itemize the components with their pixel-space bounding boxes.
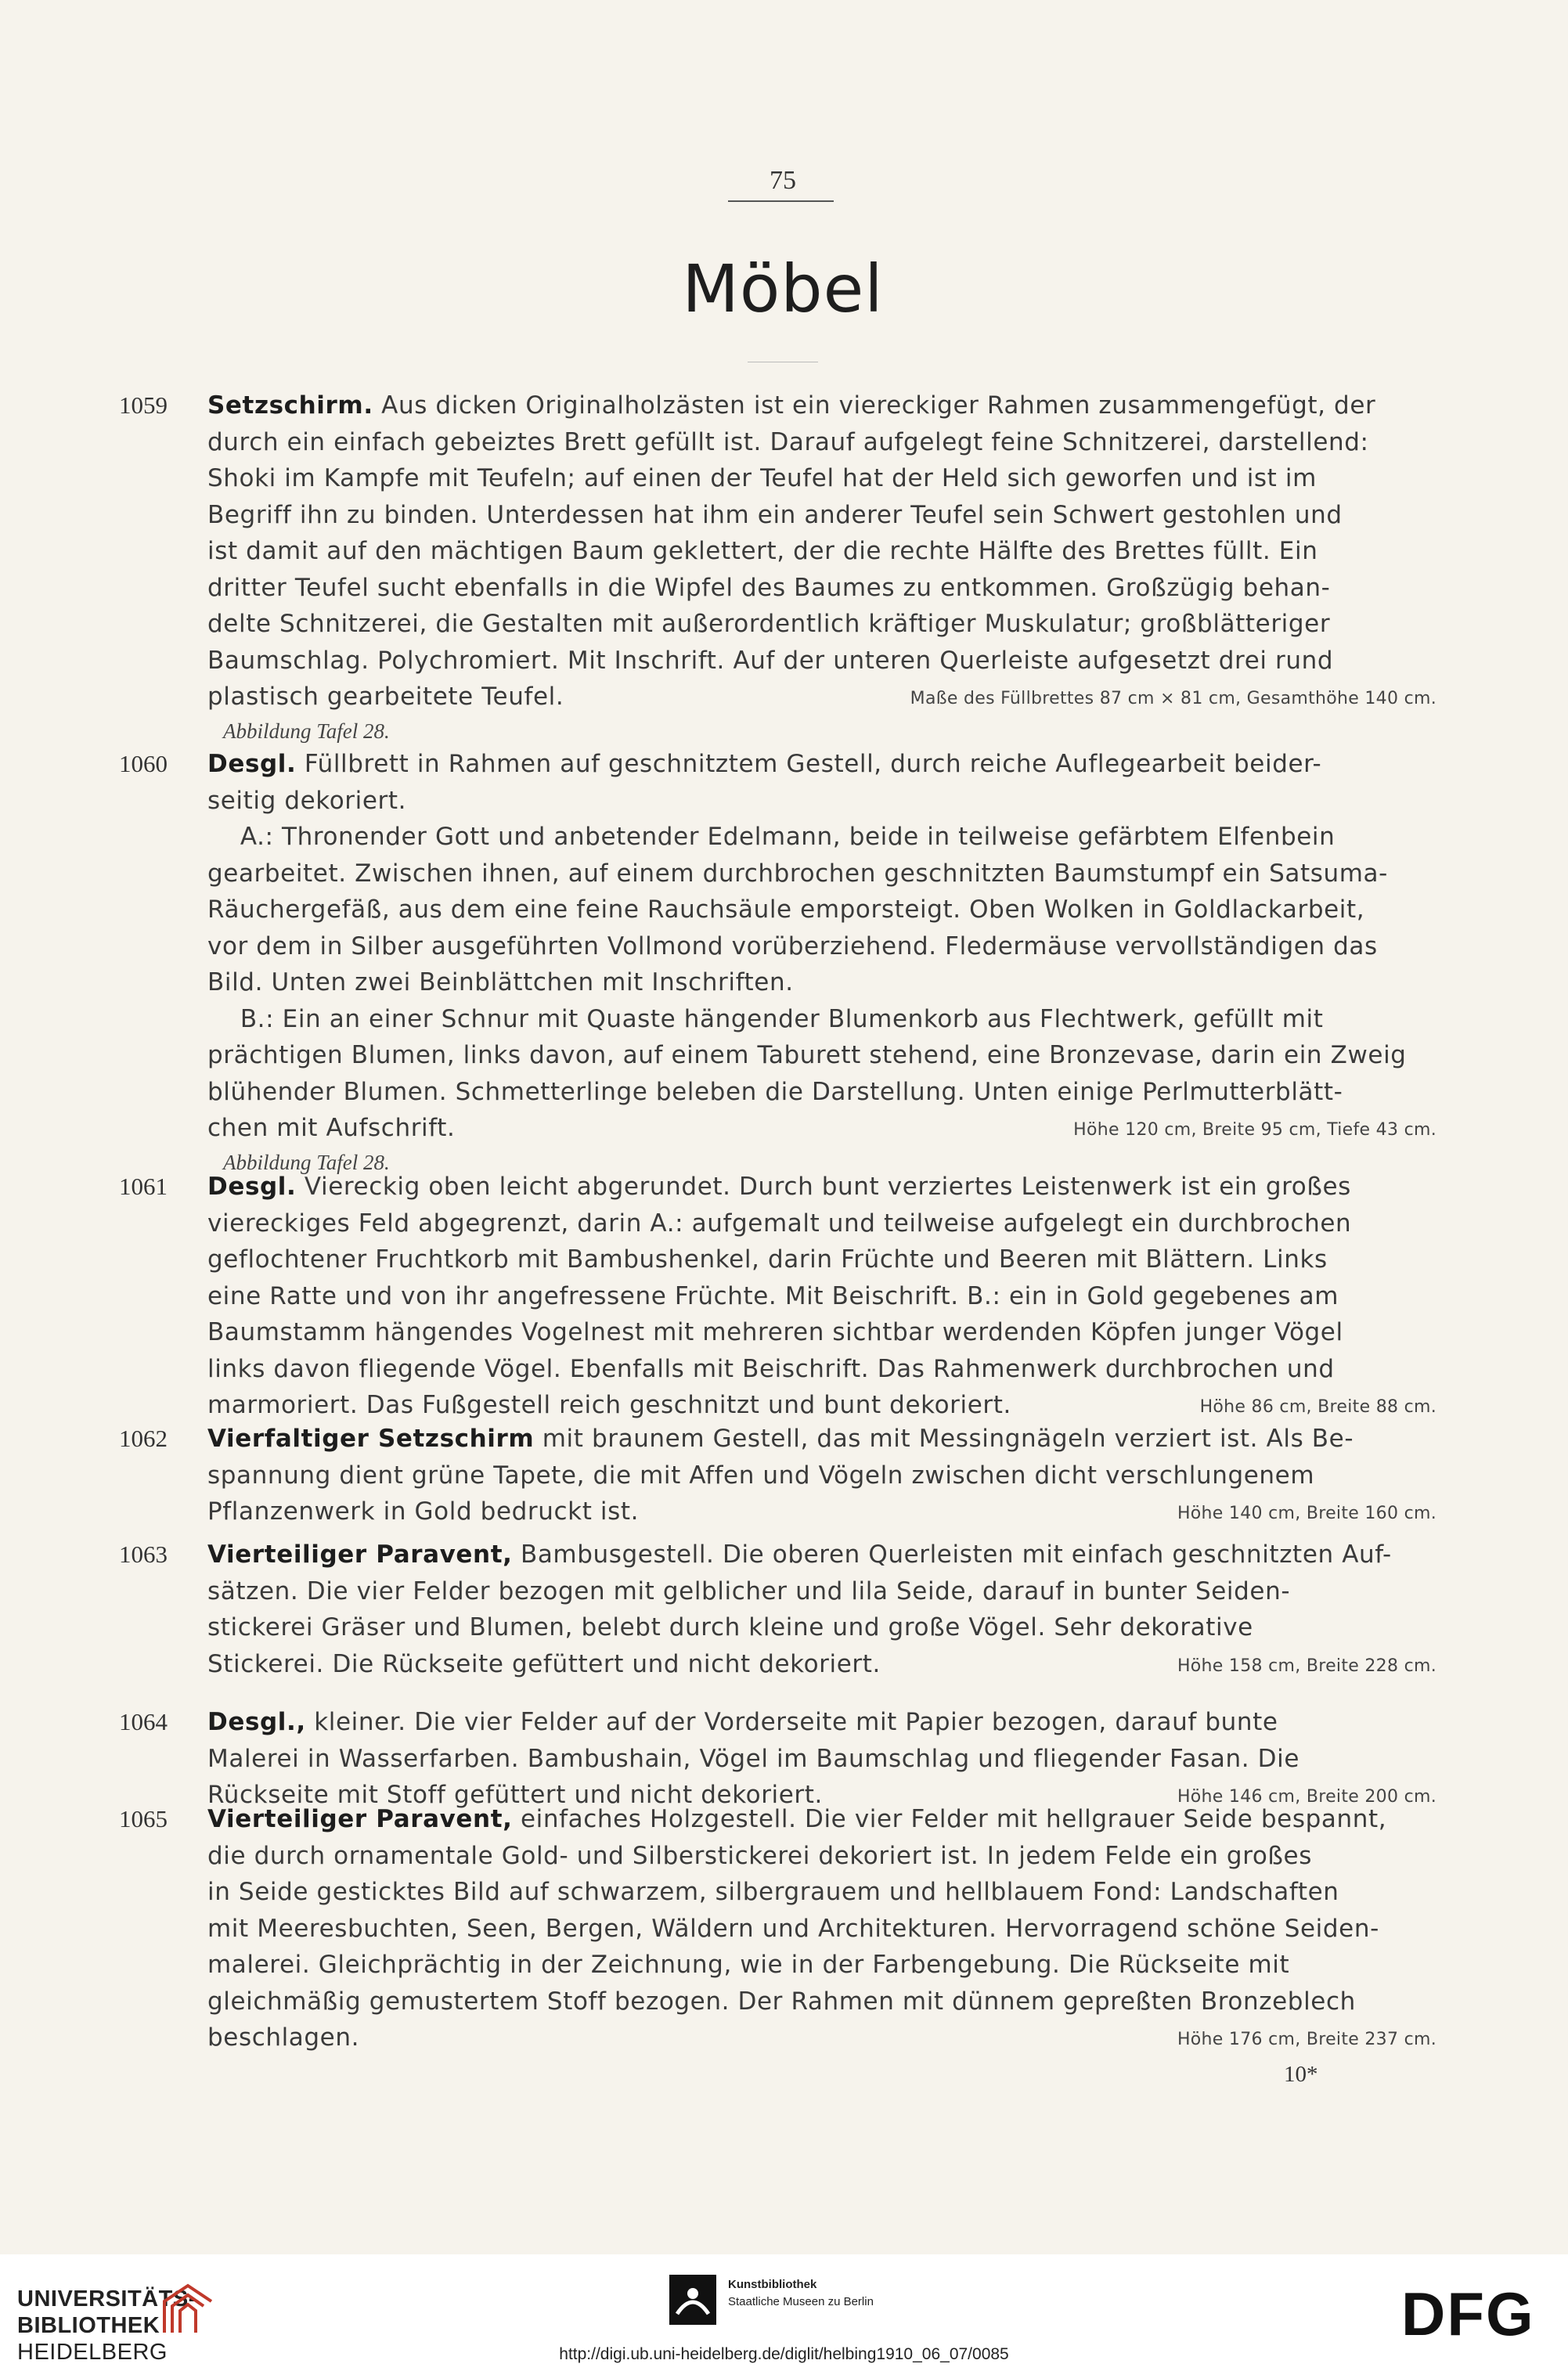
entry-plate-reference: Abbildung Tafel 28. xyxy=(223,719,390,743)
ub-logo-line: HEIDELBERG xyxy=(17,2340,168,2365)
entry-text: Viereckig oben leicht abgerundet. Durch bunt verziertes Leistenwerk ist ein großes xyxy=(296,1173,1351,1201)
entry-text: B.: Ein an einer Schnur mit Quaste hängender Blumenkorb aus Flechtwerk, gefüllt mit xyxy=(207,1004,1324,1033)
entry-text-line xyxy=(207,1245,1436,1281)
entry-text-line xyxy=(207,391,1436,427)
entry-text-line xyxy=(207,1540,1436,1576)
entry-text-line xyxy=(207,823,1436,859)
entry-number: 1061 xyxy=(119,1173,168,1200)
entry-text-line xyxy=(207,647,1436,683)
entry-text: mit Meeresbuchten, Seen, Bergen, Wäldern und Architekturen. Hervorragend schöne Seiden- xyxy=(207,1914,1379,1943)
entry-text-line xyxy=(207,1745,1436,1781)
page-url[interactable]: http://digi.ub.uni-heidelberg.de/diglit/helbing1910_06_07/0085 xyxy=(559,2345,1009,2363)
entry-text-line xyxy=(207,750,1436,786)
ub-logo-line: UNIVERSITÄTS- xyxy=(17,2286,196,2312)
entry-text: eine Ratte und von ihr angefressene Früchte. Mit Beischrift. B.: ein in Gold gegebenes am xyxy=(207,1281,1339,1310)
entry-number: 1062 xyxy=(119,1425,168,1452)
entry-title: Desgl. xyxy=(207,750,297,778)
entry-text-line xyxy=(207,610,1436,646)
entry-text: in Seide gesticktes Bild auf schwarzem, silbergrauem und hellblauem Fond: Landschaften xyxy=(207,1878,1339,1906)
entry-text: mit braunem Gestell, das mit Messingnägeln verziert ist. Als Be- xyxy=(534,1425,1354,1453)
entry-text-line xyxy=(207,1842,1436,1878)
entry-title: Desgl. xyxy=(207,1173,297,1201)
entry-number: 1060 xyxy=(119,750,168,777)
kb-logo-line: Kunstbibliothek xyxy=(728,2278,817,2291)
entry-text-line xyxy=(207,968,1436,1004)
entry-plate-reference: Abbildung Tafel 28. xyxy=(223,1150,390,1174)
entry-text-line xyxy=(207,501,1436,537)
entry-text-line xyxy=(207,895,1436,931)
entry-dimensions: Höhe 86 cm, Breite 88 cm. xyxy=(1199,1397,1436,1417)
entry-text-line xyxy=(207,1005,1436,1041)
entry-text-line xyxy=(207,1461,1436,1497)
entry-text: delte Schnitzerei, die Gestalten mit außerordentlich kräftiger Muskulatur; großblätteriger xyxy=(207,610,1331,638)
kunstbibliothek-logo-icon xyxy=(669,2275,716,2325)
entry-text-line xyxy=(207,932,1436,968)
entry-text: blühender Blumen. Schmetterlinge beleben die Darstellung. Unten einige Perlmutterblätt- xyxy=(207,1077,1343,1106)
entry-text-line xyxy=(207,1915,1436,1951)
entry-title: Vierteiliger Paravent, xyxy=(207,1540,513,1569)
entry-text: Baumstamm hängendes Vogelnest mit mehreren sichtbar werdenden Köpfen junger Vögel xyxy=(207,1318,1343,1346)
entry-text: stickerei Gräser und Blumen, belebt durch kleine und große Vögel. Sehr dekorative xyxy=(207,1613,1253,1641)
entry-text: beschlagen. xyxy=(207,2023,360,2052)
kunstbibliothek-logo[interactable] xyxy=(728,2276,874,2311)
entry-text-line xyxy=(207,1708,1436,1744)
entry-dimensions: Höhe 176 cm, Breite 237 cm. xyxy=(1177,2030,1436,2049)
entry-text: geflochtener Fruchtkorb mit Bambushenkel, darin Früchte und Beeren mit Blättern. Links xyxy=(207,1245,1328,1274)
entry-text: seitig dekoriert. xyxy=(207,786,407,815)
entry-text: Aus dicken Originalholzästen ist ein viereckiger Rahmen zusammengefügt, der xyxy=(373,391,1376,420)
viewer-footer xyxy=(0,2254,1568,2371)
page-number-rule xyxy=(728,200,834,202)
dfg-logo[interactable]: DFG xyxy=(1401,2279,1535,2348)
entry-text: viereckiges Feld abgegrenzt, darin A.: aufgemalt und teilweise aufgelegt ein durchbrochen xyxy=(207,1209,1352,1238)
entry-text-line xyxy=(207,1355,1436,1391)
signature-mark: 10* xyxy=(1284,2062,1318,2087)
entry-text: links davon fliegende Vögel. Ebenfalls mit Beischrift. Das Rahmenwerk durchbrochen und xyxy=(207,1354,1335,1383)
entry-text: Baumschlag. Polychromiert. Mit Inschrift. Auf der unteren Querleiste aufgesetzt drei rund xyxy=(207,646,1334,675)
entry-text: Bambusgestell. Die oberen Querleisten mit einfach geschnitzten Auf- xyxy=(512,1540,1392,1569)
entry-text: plastisch gearbeitete Teufel. xyxy=(207,683,564,711)
entry-number: 1064 xyxy=(119,1708,168,1735)
page-heading: Möbel xyxy=(682,250,884,327)
entry-text-line xyxy=(207,1425,1436,1461)
entry-dimensions: Höhe 140 cm, Breite 160 cm. xyxy=(1177,1504,1436,1523)
entry-text-line xyxy=(207,1878,1436,1914)
entry-title: Desgl., xyxy=(207,1708,306,1736)
entry-text-line xyxy=(207,1209,1436,1245)
entry-text-line xyxy=(207,1318,1436,1354)
entry-text: dritter Teufel sucht ebenfalls in die Wipfel des Baumes zu entkommen. Großzügig behan- xyxy=(207,573,1331,602)
entry-number: 1063 xyxy=(119,1540,168,1568)
entry-text: marmoriert. Das Fußgestell reich geschnitzt und bunt dekoriert. xyxy=(207,1391,1011,1419)
entry-number: 1065 xyxy=(119,1805,168,1832)
entry-text-line xyxy=(207,1282,1436,1318)
entry-dimensions: Höhe 120 cm, Breite 95 cm, Tiefe 43 cm. xyxy=(1073,1120,1436,1140)
entry-text-line xyxy=(207,1078,1436,1114)
entry-text: malerei. Gleichprächtig in der Zeichnung, wie in der Farbengebung. Die Rückseite mit xyxy=(207,1951,1290,1979)
entry-text: Begriff ihn zu binden. Unterdessen hat ihm ein anderer Teufel sein Schwert gestohlen und xyxy=(207,500,1343,529)
entry-text: A.: Thronender Gott und anbetender Edelmann, beide in teilweise gefärbtem Elfenbein xyxy=(207,823,1336,851)
entry-text-line xyxy=(207,537,1436,573)
entry-text-line xyxy=(207,1805,1436,1841)
entry-text-line xyxy=(207,1041,1436,1077)
entry-text: ist damit auf den mächtigen Baum geklettert, der die rechte Hälfte des Brettes füllt. Ein xyxy=(207,537,1318,565)
entry-text: gearbeitet. Zwischen ihnen, auf einem durchbrochen geschnitzten Baumstumpf ein Satsuma- xyxy=(207,859,1388,888)
entry-text: durch ein einfach gebeiztes Brett gefüllt ist. Darauf aufgelegt feine Schnitzerei, darstellend: xyxy=(207,427,1369,456)
entry-text-line xyxy=(207,1577,1436,1613)
entry-dimensions: Höhe 146 cm, Breite 200 cm. xyxy=(1177,1787,1436,1807)
entry-text: gleichmäßig gemustertem Stoff bezogen. Der Rahmen mit dünnem gepreßten Bronzeblech xyxy=(207,1987,1356,2016)
entry-text: einfaches Holzgestell. Die vier Felder mit hellgrauer Seide bespannt, xyxy=(512,1805,1387,1833)
entry-title: Setzschirm. xyxy=(207,391,373,420)
kb-logo-line: Staatliche Museen zu Berlin xyxy=(728,2295,874,2308)
entry-text: chen mit Aufschrift. xyxy=(207,1114,456,1142)
entry-dimensions: Maße des Füllbrettes 87 cm × 81 cm, Gesamthöhe 140 cm. xyxy=(910,689,1436,708)
entry-text: prächtigen Blumen, links davon, auf einem Taburett stehend, eine Bronzevase, darin ein Zweig xyxy=(207,1041,1407,1069)
entry-text: spannung dient grüne Tapete, die mit Affen und Vögeln zwischen dicht verschlungenem xyxy=(207,1461,1315,1490)
ub-logo-line: BIBLIOTHEK xyxy=(17,2313,160,2338)
entry-dimensions: Höhe 158 cm, Breite 228 cm. xyxy=(1177,1656,1436,1676)
entry-text: Bild. Unten zwei Beinblättchen mit Inschriften. xyxy=(207,968,794,996)
ub-heidelberg-mark-icon xyxy=(157,2278,219,2340)
entry-text: vor dem in Silber ausgeführten Vollmond vorüberziehend. Fledermäuse vervollständigen das xyxy=(207,931,1378,960)
entry-text-line xyxy=(207,1951,1436,1987)
entry-text-line xyxy=(207,428,1436,464)
entry-text-line xyxy=(207,1613,1436,1649)
entry-text: die durch ornamentale Gold- und Silberstickerei dekoriert ist. In jedem Felde ein großes xyxy=(207,1841,1312,1870)
entry-text: Füllbrett in Rahmen auf geschnitztem Gestell, durch reiche Auflegearbeit beider- xyxy=(296,750,1322,778)
entry-text-line xyxy=(207,464,1436,500)
entry-text: kleiner. Die vier Felder auf der Vorderseite mit Papier bezogen, darauf bunte xyxy=(305,1708,1278,1736)
entry-text: Shoki im Kampfe mit Teufeln; auf einen der Teufel hat der Held sich geworfen und ist im xyxy=(207,464,1317,492)
entry-text: Räuchergefäß, aus dem eine feine Rauchsäule emporsteigt. Oben Wolken in Goldlackarbeit, xyxy=(207,895,1365,924)
entry-title: Vierfaltiger Setzschirm xyxy=(207,1425,535,1453)
entry-text-line xyxy=(207,787,1436,823)
entry-text-line xyxy=(207,1173,1436,1209)
entry-text: Rückseite mit Stoff gefüttert und nicht dekoriert. xyxy=(207,1781,823,1809)
entry-text: sätzen. Die vier Felder bezogen mit gelblicher und lila Seide, darauf in bunter Seiden- xyxy=(207,1576,1291,1605)
entry-text: Malerei in Wasserfarben. Bambushain, Vögel im Baumschlag und fliegender Fasan. Die xyxy=(207,1744,1300,1773)
page-number: 75 xyxy=(770,166,796,195)
entry-number: 1059 xyxy=(119,391,168,419)
entry-title: Vierteiliger Paravent, xyxy=(207,1805,513,1833)
entry-text: Pflanzenwerk in Gold bedruckt ist. xyxy=(207,1497,640,1526)
entry-text: Stickerei. Die Rückseite gefüttert und nicht dekoriert. xyxy=(207,1649,881,1678)
entry-text-line xyxy=(207,574,1436,610)
entry-text-line xyxy=(207,859,1436,895)
entry-text-line xyxy=(207,1987,1436,2023)
